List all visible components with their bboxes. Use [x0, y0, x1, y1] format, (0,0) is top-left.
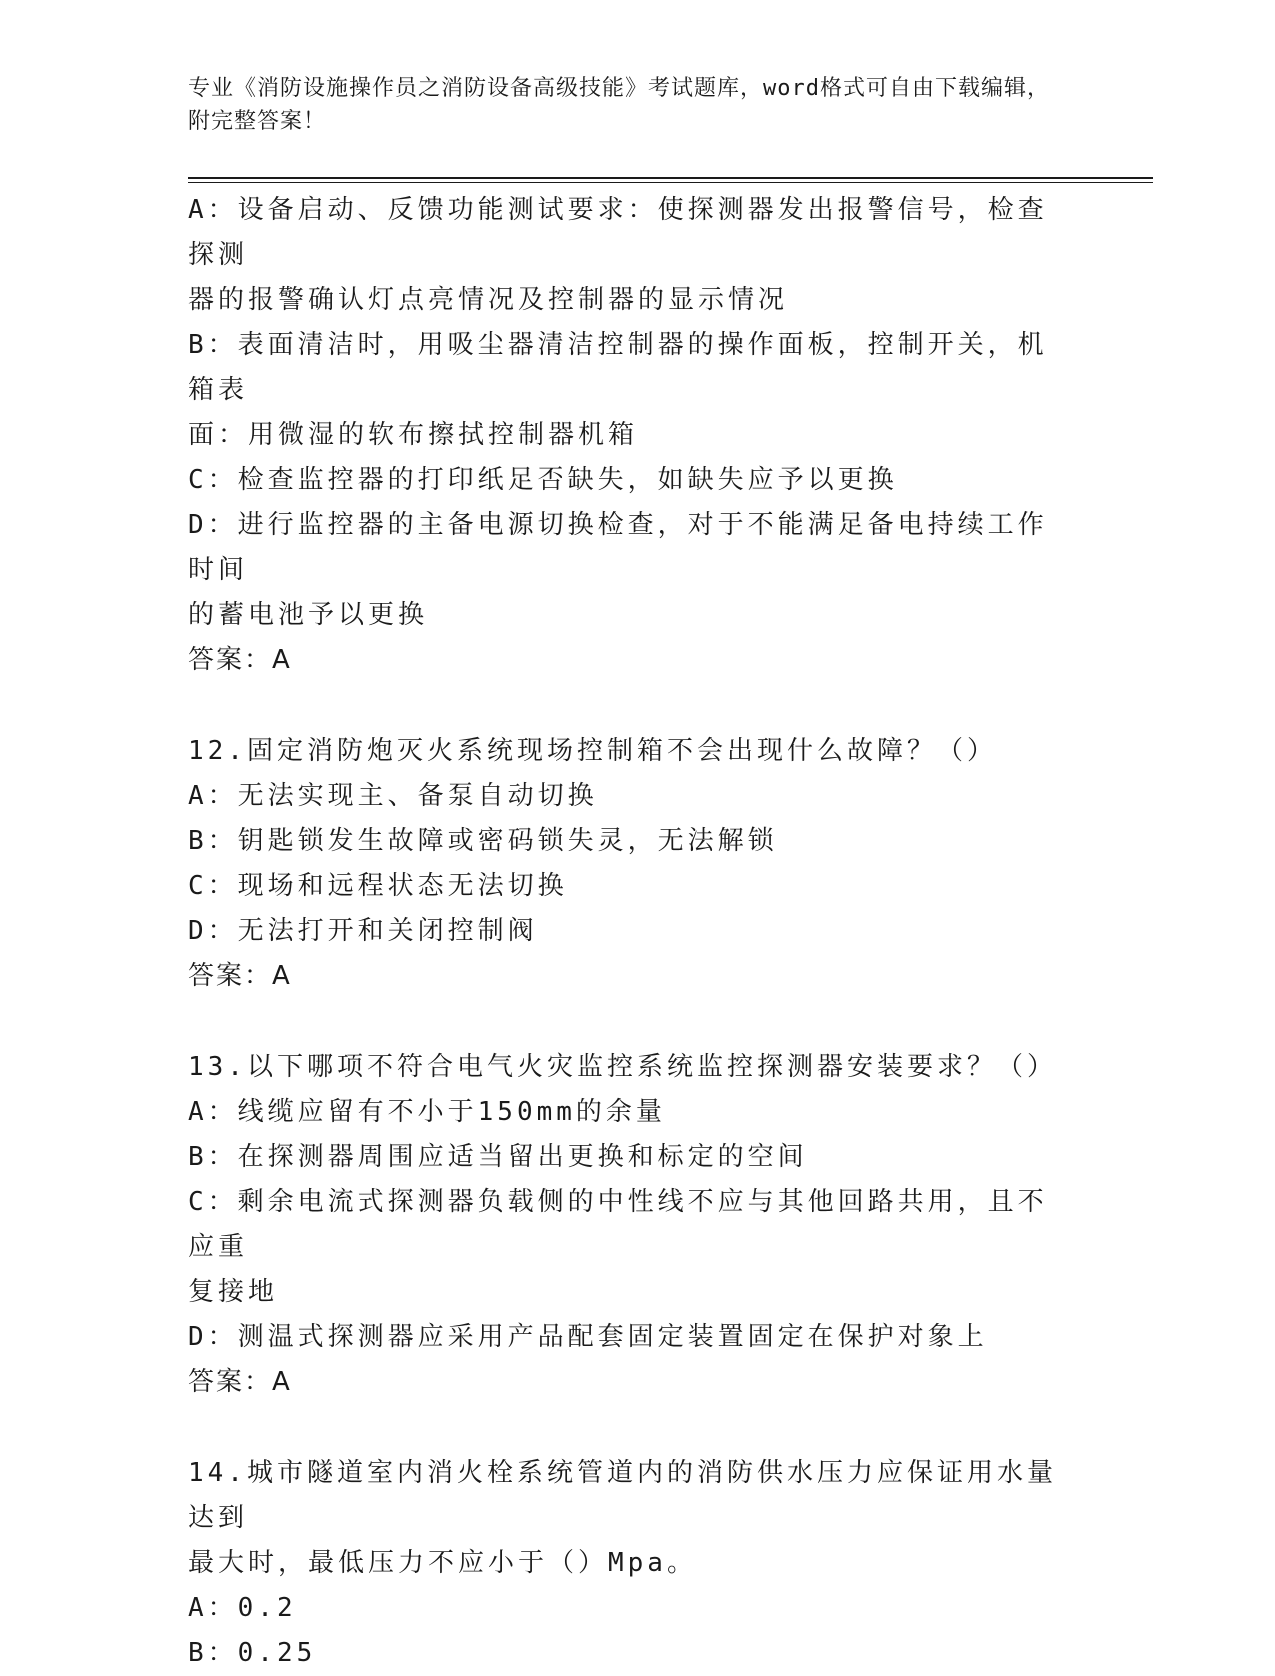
option-a-line-1: A：设备启动、反馈功能测试要求：使探测器发出报警信号，检查探测 [188, 195, 1048, 270]
option-c-line-1: C：剩余电流式探测器负载侧的中性线不应与其他回路共用，且不应重 [188, 1187, 1048, 1262]
option-b-line-2: 面：用微湿的软布擦拭控制器机箱 [188, 420, 639, 450]
option-b-line-1: B：表面清洁时，用吸尘器清洁控制器的操作面板，控制开关，机箱表 [188, 330, 1048, 405]
option-d: D：无法打开和关闭控制阀 [188, 916, 538, 946]
option-c: C：检查监控器的打印纸足否缺失，如缺失应予以更换 [188, 465, 898, 495]
question-12 [188, 729, 1068, 999]
question-text-line-1: 14.城市隧道室内消火栓系统管道内的消防供水压力应保证用水量达到 [188, 1458, 1057, 1533]
question-13 [188, 1045, 1068, 1405]
option-a: A：0.2 [188, 1593, 297, 1623]
question-text: 12.固定消防炮灭火系统现场控制箱不会出现什么故障？（） [188, 736, 997, 766]
header-rule-thin [188, 182, 1153, 183]
option-b: B：钥匙锁发生故障或密码锁失灵，无法解锁 [188, 826, 778, 856]
answer: 答案：A [188, 1367, 292, 1397]
spacer [188, 1405, 1068, 1451]
question-text: 13.以下哪项不符合电气火灾监控系统监控探测器安装要求？（） [188, 1052, 1057, 1082]
spacer [188, 999, 1068, 1045]
option-d-line-1: D：进行监控器的主备电源切换检查，对于不能满足备电持续工作时间 [188, 510, 1048, 585]
option-b: B：在探测器周围应适当留出更换和标定的空间 [188, 1142, 808, 1172]
option-d: D：测温式探测器应采用产品配套固定装置固定在保护对象上 [188, 1322, 988, 1352]
option-a-line-2: 器的报警确认灯点亮情况及控制器的显示情况 [188, 285, 789, 315]
option-c-line-2: 复接地 [188, 1277, 279, 1307]
header-rule-thick [188, 177, 1153, 179]
document-header: 专业《消防设施操作员之消防设备高级技能》考试题库，word格式可自由下载编辑，附完整答案！ [188, 76, 1050, 134]
question-content [188, 188, 1068, 1676]
option-a: A：无法实现主、备泵自动切换 [188, 781, 598, 811]
answer: 答案：A [188, 645, 292, 675]
question-11 [188, 188, 1068, 683]
question-text-line-2: 最大时，最低压力不应小于（）Mpa。 [188, 1548, 697, 1578]
spacer [188, 683, 1068, 729]
option-a: A：线缆应留有不小于150mm的余量 [188, 1097, 666, 1127]
option-c: C：现场和远程状态无法切换 [188, 871, 568, 901]
option-d-line-2: 的蓄电池予以更换 [188, 600, 429, 630]
question-14 [188, 1451, 1068, 1676]
answer: 答案：A [188, 961, 292, 991]
option-b: B：0.25 [188, 1638, 317, 1668]
